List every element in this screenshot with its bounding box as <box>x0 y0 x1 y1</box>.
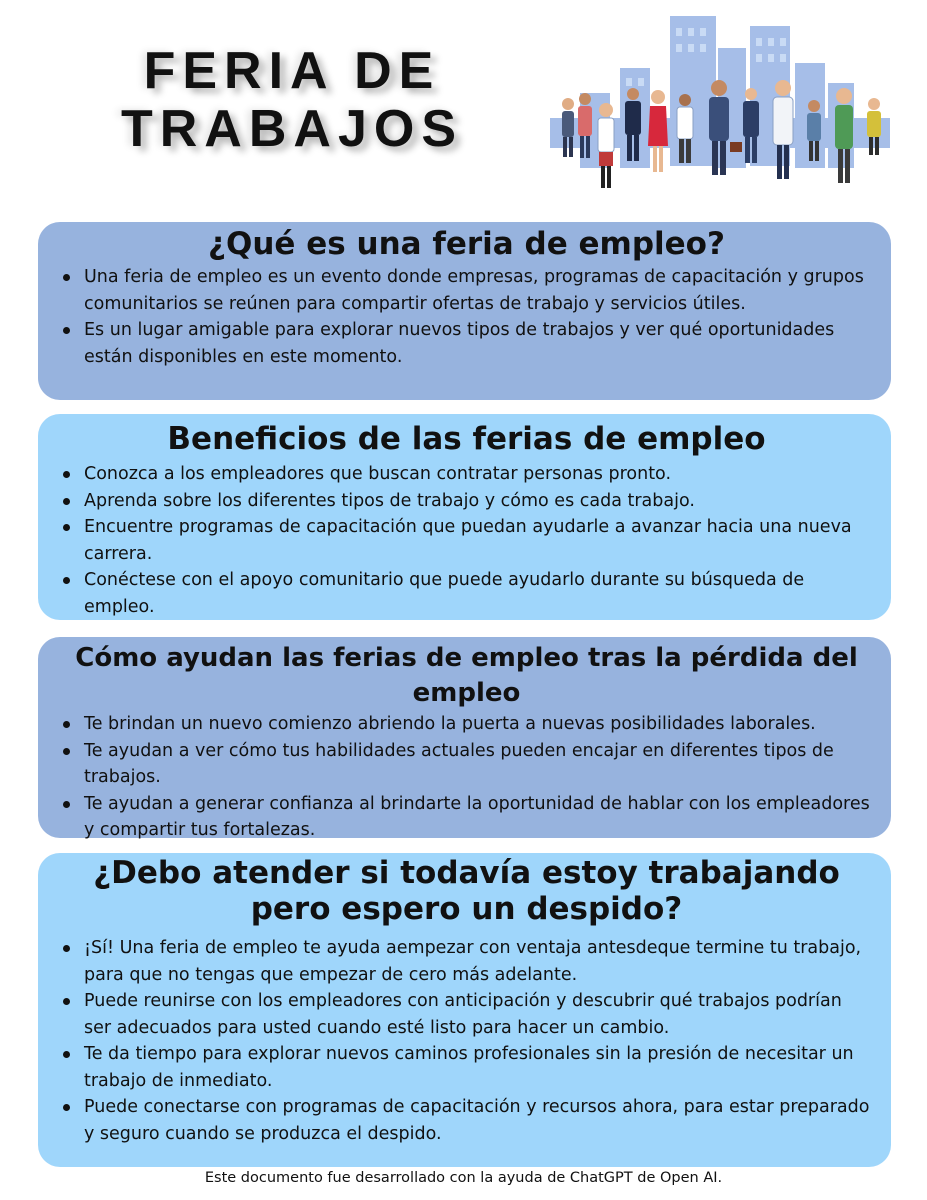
section-heading: ¿Qué es una feria de empleo? <box>208 226 725 262</box>
bullet-list <box>62 711 871 844</box>
footer-credit: Este documento fue desarrollado con la ayuda de ChatGPT de Open AI. <box>204 1170 723 1186</box>
list-item: ¡Sí! Una feria de empleo te ayuda aempezar con ventaja antesdeque termine tu trabajo, para que no tengas que empezar de cero más adelante. <box>84 935 871 988</box>
list-item: Conéctese con el apoyo comunitario que puede ayudarlo durante su búsqueda de empleo. <box>84 567 871 620</box>
section-after-job-loss <box>38 637 891 838</box>
title-line-2: TRABAJOS <box>120 100 464 158</box>
title-line-1: FERIA DE <box>143 42 441 100</box>
list-item: Puede reunirse con los empleadores con anticipación y descubrir qué trabajos podrían ser adecuados para usted cuando esté listo para hacer un cambio. <box>84 988 871 1041</box>
section-what-is-job-fair <box>38 222 891 400</box>
section-heading: Beneficios de las ferias de empleo <box>167 421 766 457</box>
list-item: Te ayudan a generar confianza al brindarte la oportunidad de hablar con los empleadores y compartir tus fortalezas. <box>84 791 871 844</box>
list-item: Puede conectarse con programas de capacitación y recursos ahora, para estar preparado y seguro cuando se produzca el despido. <box>84 1094 871 1147</box>
list-item: Te brindan un nuevo comienzo abriendo la puerta a nuevas posibilidades laborales. <box>84 711 871 738</box>
section-benefits <box>38 414 891 620</box>
list-item: Te da tiempo para explorar nuevos caminos profesionales sin la presión de necesitar un trabajo de inmediato. <box>84 1041 871 1094</box>
list-item: Conozca a los empleadores que buscan contratar personas pronto. <box>84 461 871 488</box>
list-item: Encuentre programas de capacitación que puedan ayudarle a avanzar hacia una nueva carrera. <box>84 514 871 567</box>
bullet-list <box>62 264 871 370</box>
page-title <box>92 42 492 158</box>
list-item: Una feria de empleo es un evento donde empresas, programas de capacitación y grupos comunitarios se reúnen para compartir ofertas de trabajo y servicios útiles. <box>84 264 871 317</box>
section-heading: Cómo ayudan las ferias de empleo tras la pérdida del empleo <box>75 643 858 708</box>
section-heading: ¿Debo atender si todavía estoy trabajando pero espero un despido? <box>93 855 840 927</box>
workers-crowd-skyline-illustration-icon <box>540 8 900 208</box>
section-attend-before-layoff <box>38 853 891 1167</box>
bullet-list <box>62 461 871 620</box>
list-item: Te ayudan a ver cómo tus habilidades actuales pueden encajar en diferentes tipos de trabajos. <box>84 738 871 791</box>
list-item: Es un lugar amigable para explorar nuevos tipos de trabajos y ver qué oportunidades están disponibles en este momento. <box>84 317 871 370</box>
bullet-list <box>62 935 871 1147</box>
list-item: Aprenda sobre los diferentes tipos de trabajo y cómo es cada trabajo. <box>84 488 871 515</box>
